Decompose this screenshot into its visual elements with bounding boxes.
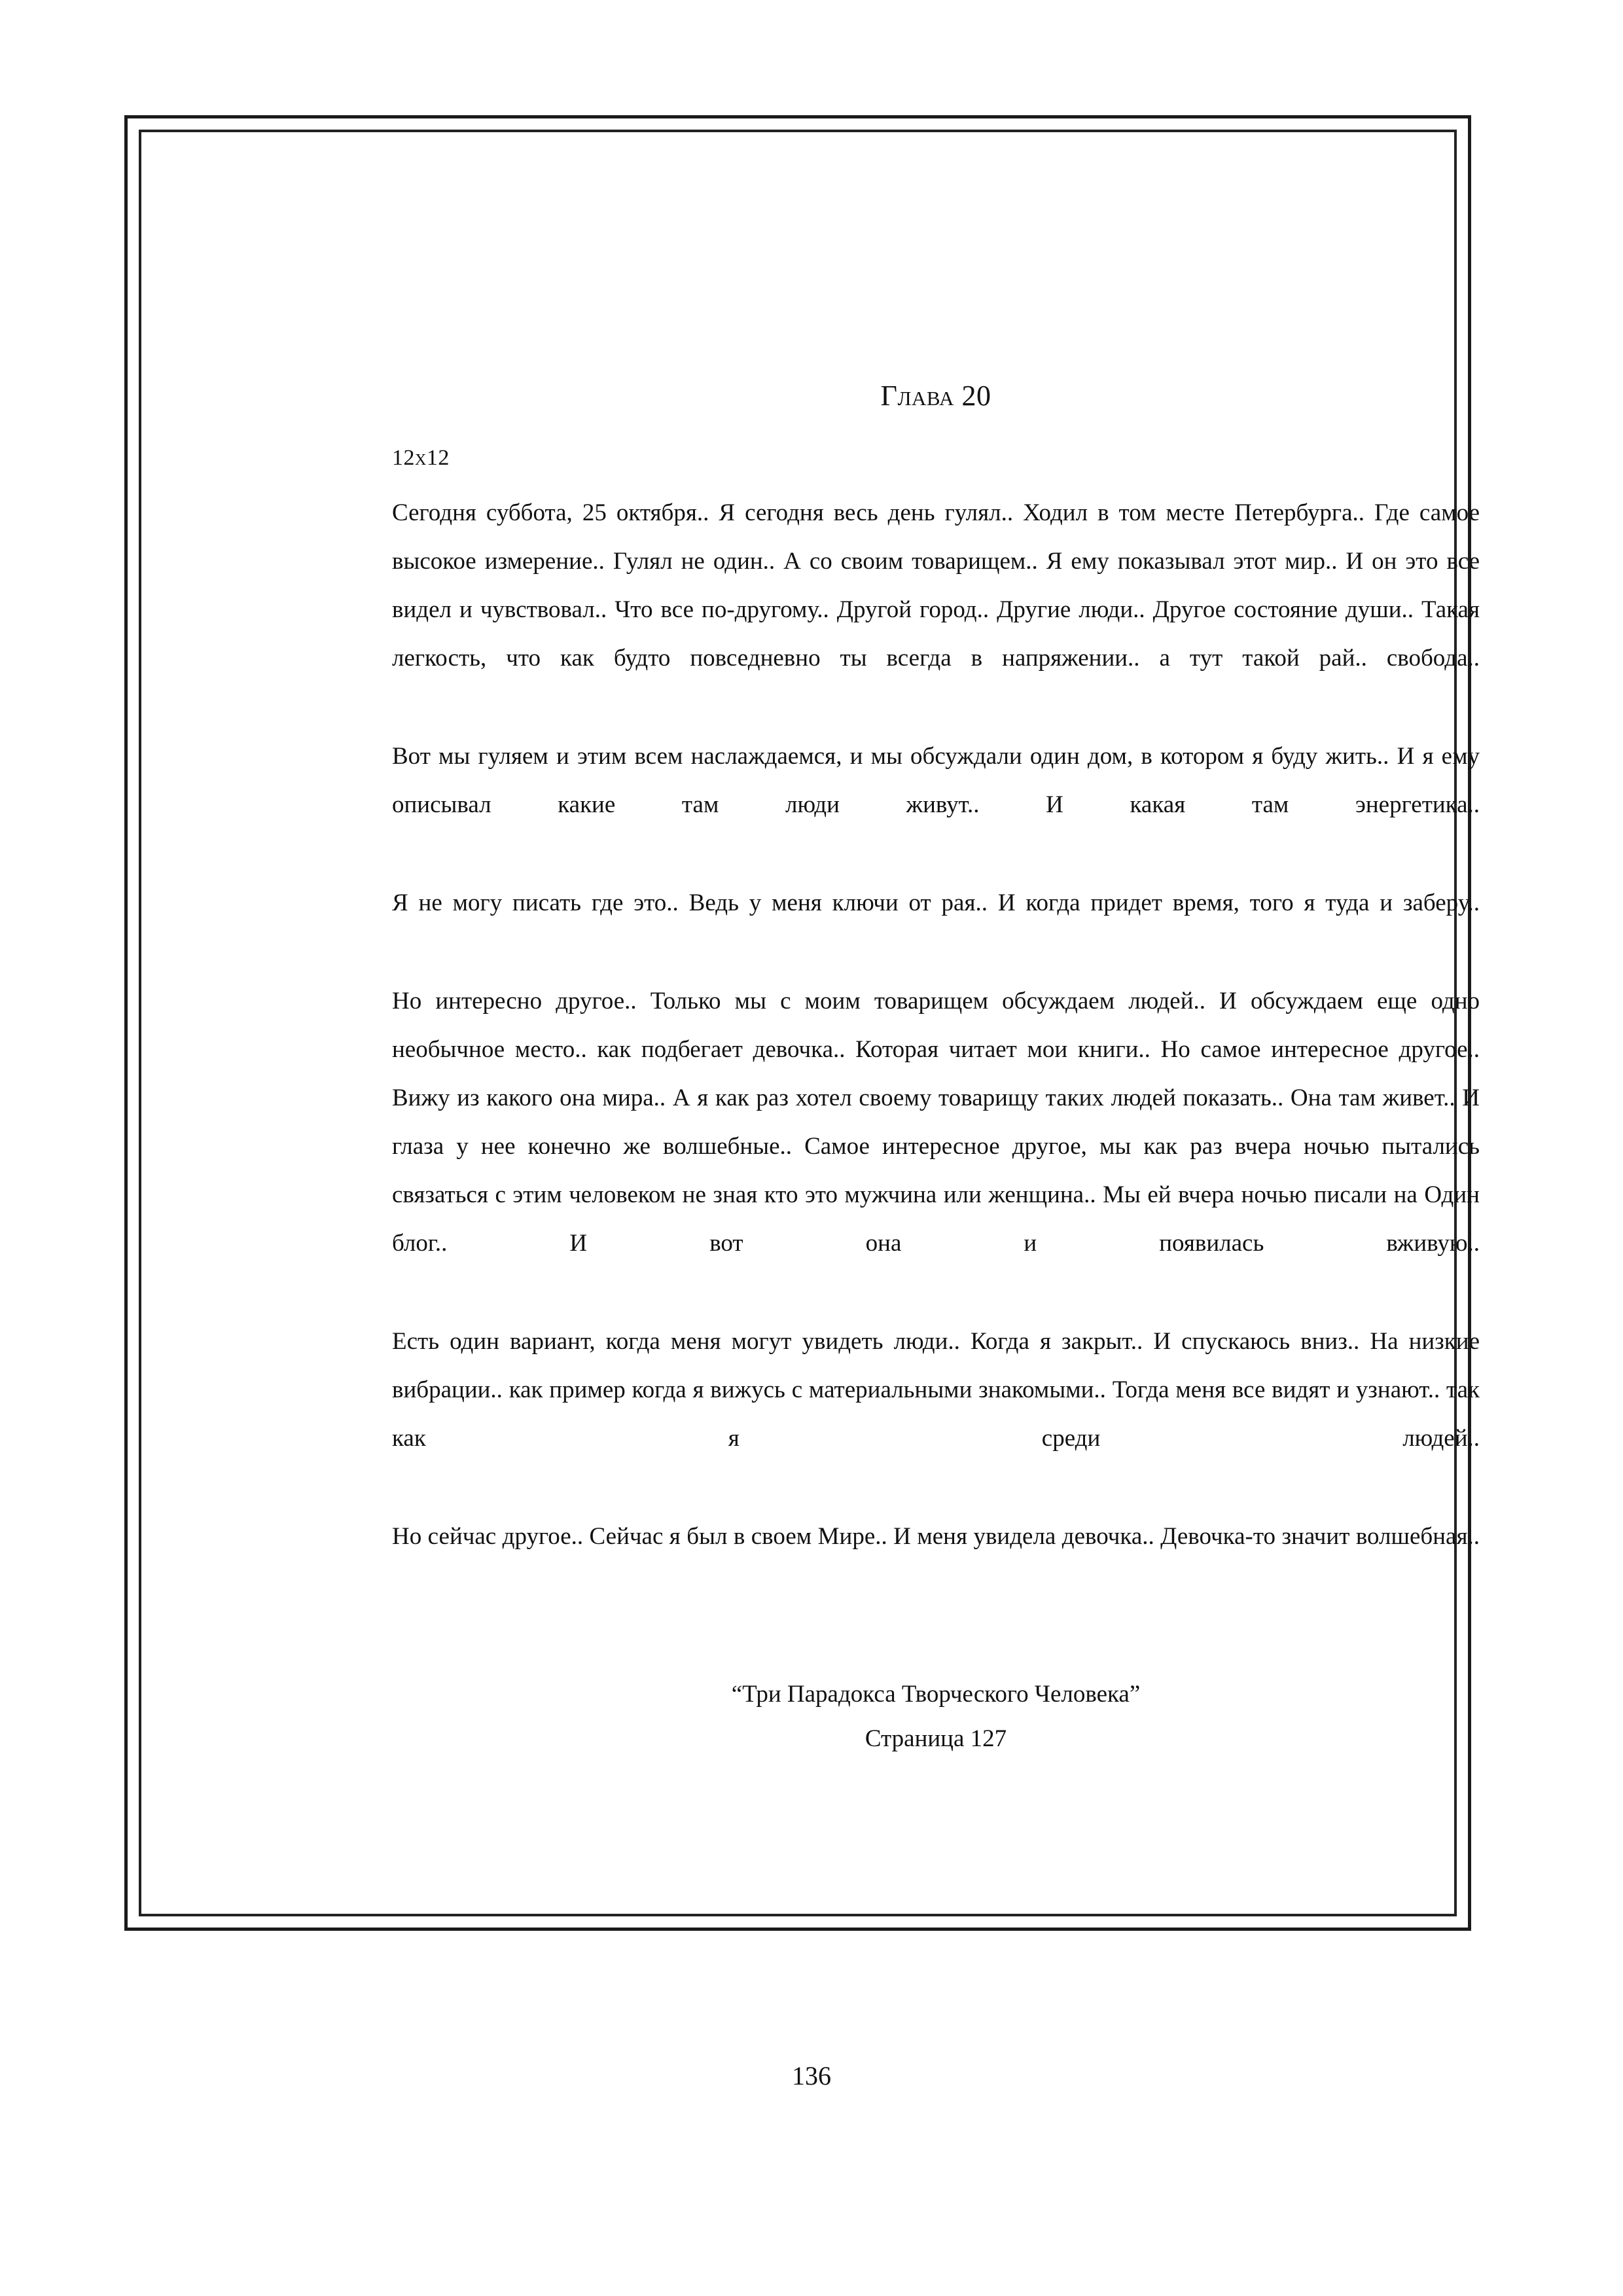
section-marker: 12х12 [392,446,450,471]
folio-page-number: 136 [792,2061,831,2090]
body-text [392,489,1480,1609]
paragraph: Но сейчас другое.. Сейчас я был в своем Мире.. И меня увидела девочка.. Девочка-то значит волшебная.. [392,1522,1480,1550]
page-reference: Страница 127 [865,1725,1007,1752]
paragraph: Вот мы гуляем и этим всем наслаждаемся, и мы обсуждали один дом, в котором я буду жить.. И я ему описывал какие там люди живут.. И какая там энергетика.. [392,742,1480,818]
decorative-page-border-outer [124,115,1480,1931]
paragraph: Сегодня суббота, 25 октября.. Я сегодня весь день гулял.. Ходил в том месте Петербурга.. Где самое высокое измерение.. Гулял не один.. А со своим товарищем.. Я ему показывал этот мир.. И он это все видел и чувствовал.. Что все по-другому.. Другой город.. Другие люди.. Другое состояние души.. Такая легкость, что как будто повседневно ты всегда в напряжении.. а тут такой рай.. свобода.. [392,499,1480,672]
book-title: “Три Парадокса Творческого Человека” [731,1680,1141,1708]
paragraph: Есть один вариант, когда меня могут увидеть люди.. Когда я закрыт.. И спускаюсь вниз.. На низкие вибрации.. как пример когда я вижусь с материальными знакомыми.. Тогда меня все видят и узнают.. так как я среди людей.. [392,1327,1480,1452]
colophon [392,1672,1480,1761]
chapter-heading: Глава 20 [880,380,991,412]
paragraph: Но интересно другое.. Только мы с моим товарищем обсуждаем людей.. И обсуждаем еще одно необычное место.. как подбегает девочка.. Которая читает мои книги.. Но самое интересное другое.. Вижу из какого она мира.. А я как раз хотел своему товарищу таких людей показать.. Она там живет.. И глаза у нее конечно же волшебные.. Самое интересное другое, мы как раз вчера ночью пытались связаться с этим человеком не зная кто это мужчина или женщина.. Мы ей вчера ночью писали на Один блог.. И вот она и появилась вживую.. [392,987,1480,1257]
page-content [392,380,1480,1761]
paragraph: Я не могу писать где это.. Ведь у меня ключи от рая.. И когда придет время, того я туда и заберу.. [392,889,1480,916]
